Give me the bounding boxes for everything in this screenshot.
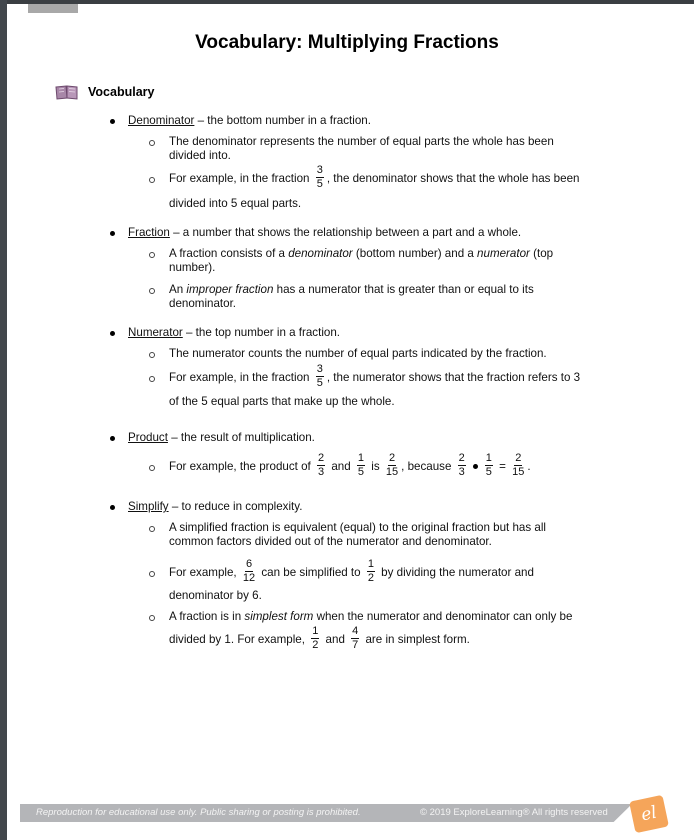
term-fraction: Fraction (128, 226, 170, 239)
section-header (54, 84, 154, 100)
denominator: 2 (312, 639, 319, 652)
viewer-tab[interactable] (28, 4, 78, 13)
footer-copyright: © 2019 ExploreLearning® All rights reserved (420, 807, 608, 818)
sub-item-text (169, 454, 531, 480)
text: A fraction is in (169, 610, 245, 623)
fraction (386, 453, 398, 478)
text: A fraction consists of a (169, 247, 289, 260)
fraction (351, 626, 359, 651)
denominator: 15 (512, 466, 525, 479)
text: , because (401, 460, 455, 473)
sub-item-text: common factors divided out of the numerator and denominator. (169, 535, 492, 548)
italic-term: numerator (477, 247, 530, 260)
sub-item-text (169, 610, 572, 624)
denominator: 5 (485, 466, 492, 479)
numerator: 2 (318, 452, 325, 465)
term-line (128, 114, 371, 128)
text: For example, in the fraction (169, 371, 313, 384)
numerator: 6 (245, 558, 253, 571)
fraction (458, 453, 466, 478)
term-line (128, 500, 302, 514)
text: has a numerator that is greater than or equal to its (273, 283, 534, 296)
numerator: 4 (352, 625, 359, 638)
text: and (328, 460, 354, 473)
sub-bullet (149, 352, 155, 358)
term-line (128, 326, 340, 340)
numerator: 1 (485, 452, 492, 465)
numerator: 1 (312, 625, 319, 638)
denominator: 5 (316, 377, 323, 390)
term-product: Product (128, 431, 168, 444)
text: (bottom number) and a (352, 247, 478, 260)
text: divided by 1. For example, (169, 633, 309, 646)
denominator: 15 (385, 466, 399, 479)
sub-item-text (169, 365, 580, 391)
sub-bullet (149, 571, 155, 577)
numerator: 3 (316, 363, 323, 376)
bullet (110, 331, 115, 336)
viewer-top-bar (0, 0, 694, 4)
italic-term: denominator (288, 247, 353, 260)
italic-term: improper fraction (186, 283, 274, 296)
term-definition: – a number that shows the relationship between a part and a whole. (169, 226, 522, 239)
sub-bullet (149, 252, 155, 258)
sub-item-text: The numerator counts the number of equal parts indicated by the fraction. (169, 347, 547, 360)
fraction (485, 453, 493, 478)
sub-bullet (149, 465, 155, 471)
text: is (368, 460, 383, 473)
term-definition: – the result of multiplication. (167, 431, 315, 444)
text: when the numerator and denominator can only be (313, 610, 573, 623)
equals-sign: = (499, 460, 506, 473)
numerator: 1 (367, 558, 374, 571)
numerator: 3 (316, 164, 323, 177)
denominator: 3 (458, 466, 465, 479)
sub-bullet (149, 615, 155, 621)
text: by dividing the numerator and (377, 566, 534, 579)
fraction (316, 165, 324, 190)
sub-item-text (169, 166, 579, 192)
sub-bullet (149, 526, 155, 532)
term-definition: – the top number in a fraction. (182, 326, 341, 339)
term-numerator: Numerator (128, 326, 183, 339)
fraction (316, 364, 324, 389)
text: are in simplest form. (362, 633, 470, 646)
sub-bullet (149, 288, 155, 294)
explorelearning-logo-icon: el (629, 795, 669, 833)
numerator: 1 (357, 452, 365, 465)
fraction (311, 626, 319, 651)
numerator: 2 (388, 452, 396, 465)
denominator: 5 (357, 466, 365, 479)
bullet (110, 436, 115, 441)
text: For example, the product of (169, 460, 314, 473)
sub-bullet (149, 177, 155, 183)
sub-item-text: number). (169, 261, 216, 274)
text: and (322, 633, 349, 646)
sub-bullet (149, 140, 155, 146)
sub-item-text: A simplified fraction is equivalent (equal) to the original fraction but has all (169, 521, 547, 534)
denominator: 12 (242, 572, 256, 585)
term-line (128, 431, 315, 445)
italic-term: simplest form (244, 610, 314, 623)
fraction (367, 559, 375, 584)
sub-item-text: divided into 5 equal parts. (169, 197, 302, 210)
sub-item-text: of the 5 equal parts that make up the whole. (169, 395, 395, 408)
sub-item-text (169, 247, 553, 261)
fraction (317, 453, 325, 478)
section-label: Vocabulary (88, 85, 155, 99)
text: An (169, 283, 187, 296)
sub-item-text: denominator by 6. (169, 589, 262, 602)
term-definition: – to reduce in complexity. (168, 500, 303, 513)
multiply-dot-icon (473, 464, 478, 469)
numerator: 2 (515, 452, 522, 465)
footer-notice: Reproduction for educational use only. Public sharing or posting is prohibited. (36, 807, 361, 818)
text: , the numerator shows that the fraction refers to 3 (326, 371, 581, 384)
bullet (110, 231, 115, 236)
denominator: 5 (316, 178, 323, 191)
bullet (110, 505, 115, 510)
denominator: 3 (318, 466, 325, 479)
text: For example, (169, 566, 240, 579)
sub-item-text (169, 560, 534, 586)
text: can be simplified to (258, 566, 364, 579)
book-icon (54, 84, 80, 100)
sub-item-text: denominator. (169, 297, 237, 310)
page-title: Vocabulary: Multiplying Fractions (195, 32, 499, 53)
text: For example, in the fraction (169, 172, 313, 185)
term-line (128, 226, 521, 240)
sub-item-text: The denominator represents the number of equal parts the whole has been (169, 135, 554, 148)
numerator: 2 (458, 452, 465, 465)
bullet (110, 119, 115, 124)
sub-item-text (169, 283, 534, 297)
denominator: 7 (352, 639, 359, 652)
fraction (512, 453, 524, 478)
term-denominator: Denominator (128, 114, 195, 127)
denominator: 2 (367, 572, 374, 585)
fraction (243, 559, 255, 584)
text: , the denominator shows that the whole has been (326, 172, 580, 185)
sub-item-text: divided into. (169, 149, 231, 162)
viewer-left-border (0, 0, 7, 840)
text: (top (529, 247, 554, 260)
term-definition: – the bottom number in a fraction. (194, 114, 371, 127)
text: . (527, 460, 531, 473)
sub-bullet (149, 376, 155, 382)
term-simplify: Simplify (128, 500, 169, 513)
fraction (357, 453, 365, 478)
sub-item-text (169, 627, 470, 653)
